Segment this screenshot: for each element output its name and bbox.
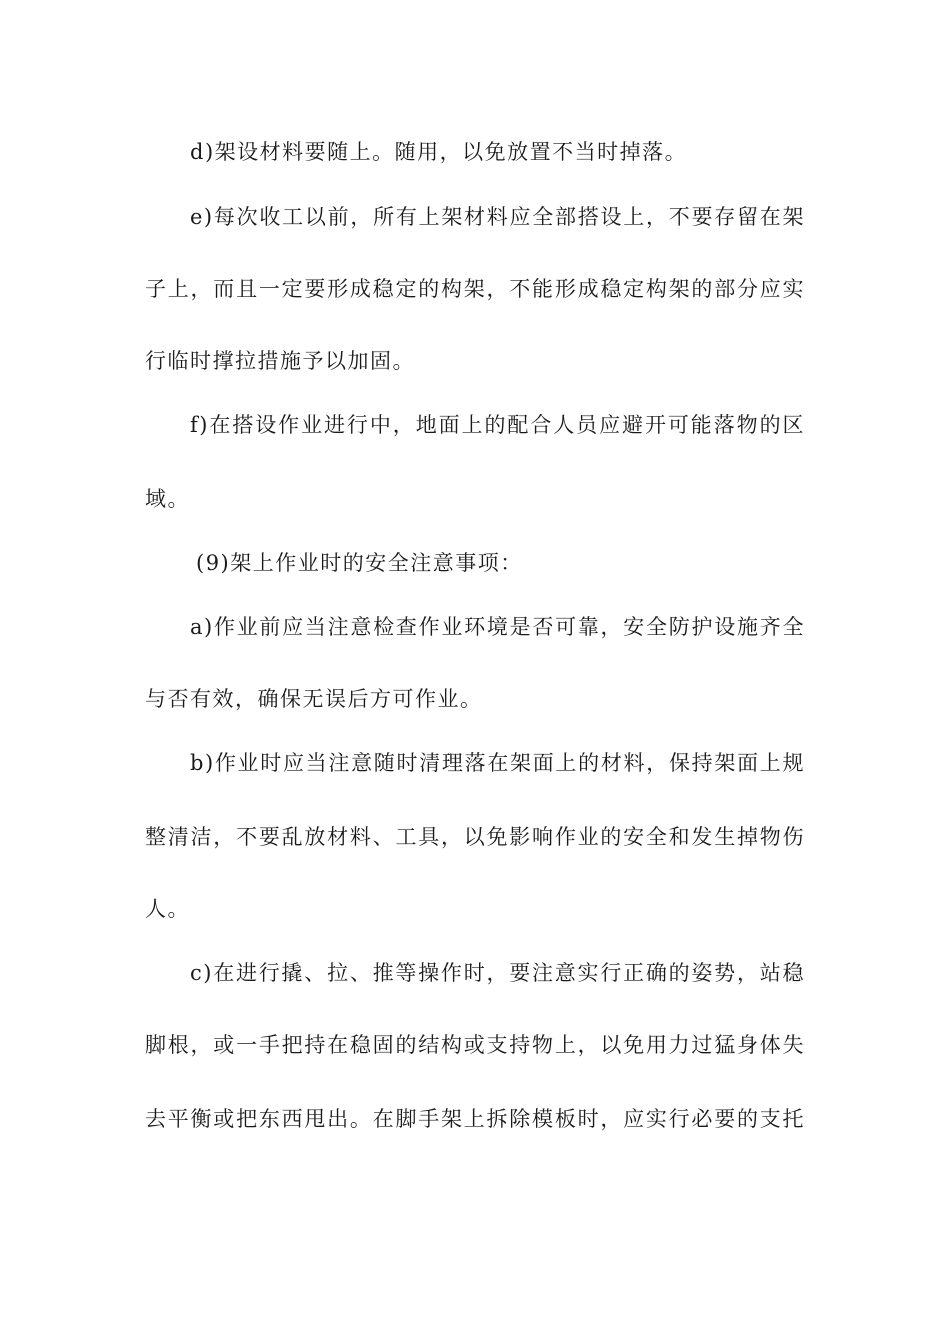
paragraph-b-line-3: 人。: [145, 897, 190, 921]
paragraph-a-line-1: a)作业前应当注意检查作业环境是否可靠，安全防护设施齐全: [190, 615, 805, 639]
paragraph-c-line-3: 去平衡或把东西甩出。在脚手架上拆除模板时，应实行必要的支托: [145, 1107, 805, 1131]
paragraph-c-line-2: 脚根，或一手把持在稳固的结构或支持物上，以免用力过猛身体失: [145, 1033, 805, 1057]
paragraph-f-line-1: f)在搭设作业进行中，地面上的配合人员应避开可能落物的区: [190, 413, 805, 437]
paragraph-c-line-1: c)在进行撬、拉、推等操作时，要注意实行正确的姿势，站稳: [190, 961, 805, 985]
paragraph-b-line-1: b)作业时应当注意随时清理落在架面上的材料，保持架面上规: [190, 751, 805, 775]
section-9-heading: (9)架上作业时的安全注意事项：: [196, 551, 523, 575]
paragraph-d-line-1: d)架设材料要随上。随用，以免放置不当时掉落。: [190, 140, 688, 164]
paragraph-e-line-1: e)每次收工以前，所有上架材料应全部搭设上，不要存留在架: [190, 205, 805, 229]
paragraph-f-line-2: 域。: [145, 487, 190, 511]
paragraph-b-line-2: 整清洁，不要乱放材料、工具，以免影响作业的安全和发生掉物伤: [145, 825, 805, 849]
paragraph-e-line-3: 行临时撑拉措施予以加固。: [145, 349, 415, 373]
paragraph-e-line-2: 子上，而且一定要形成稳定的构架，不能形成稳定构架的部分应实: [145, 277, 805, 301]
paragraph-a-line-2: 与否有效，确保无误后方可作业。: [145, 687, 483, 711]
